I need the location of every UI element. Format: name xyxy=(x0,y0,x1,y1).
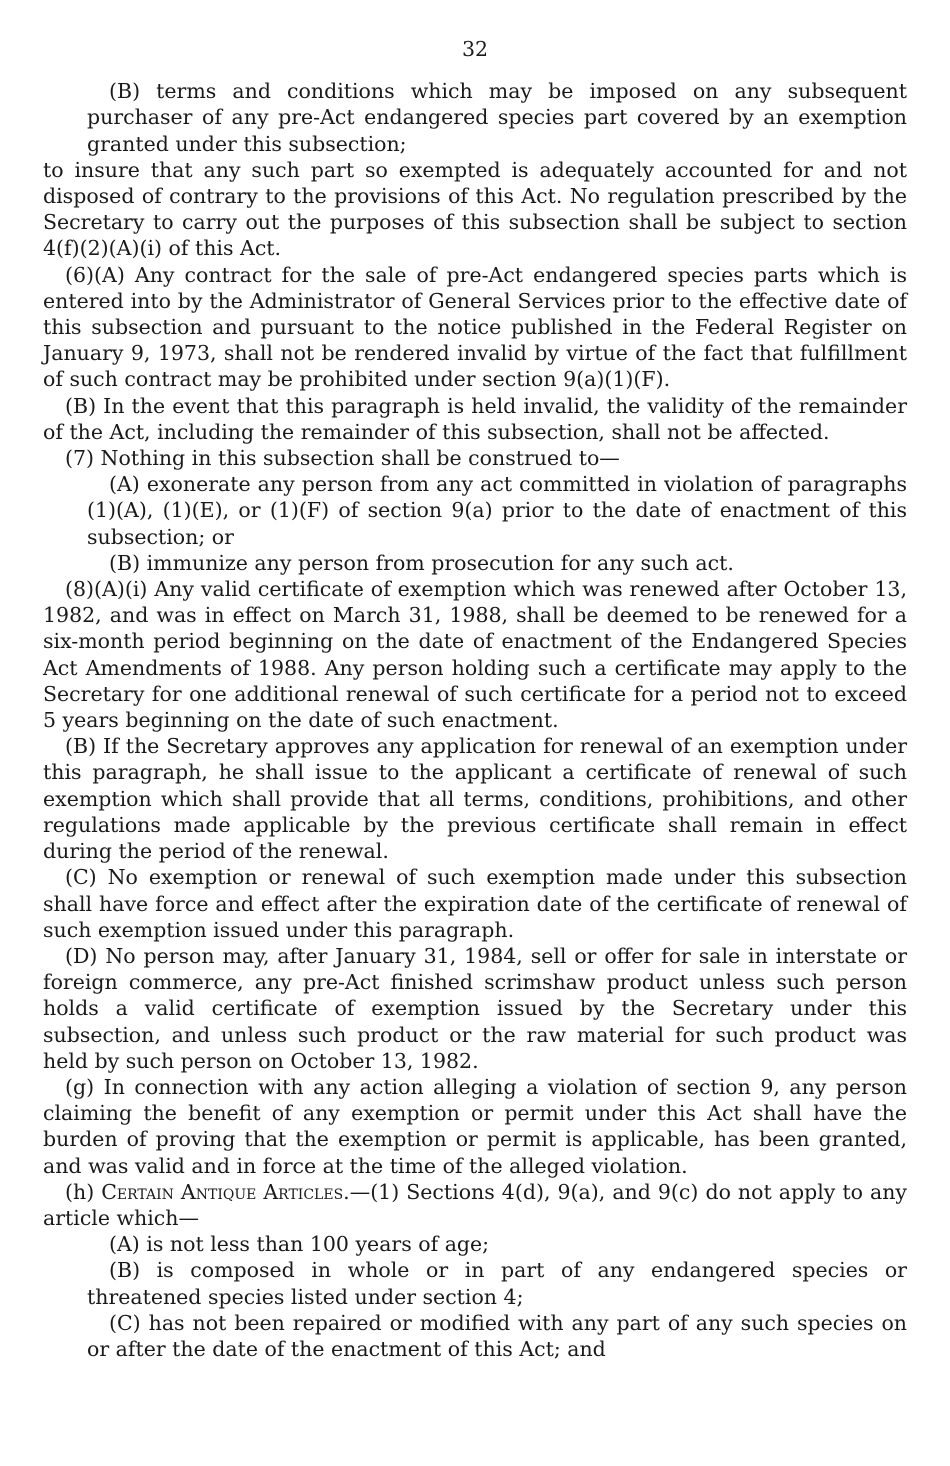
paragraph-h xyxy=(43,1179,907,1231)
paragraph-7b: (B) immunize any person from prosecution for any such act. xyxy=(109,550,734,575)
paragraph-8b: (B) If the Secretary approves any application for renewal of an exemption under this paragraph, he shall issue to the applicant a certificate of renewal of such exemption which shall provide that all terms, conditions, prohibitions, and other regulations made applicable by the previous certificate shall remain in effect during the period of the renewal. xyxy=(43,734,907,864)
paragraph-7a: (A) exonerate any person from any act committed in violation of paragraphs (1)(A), (1)(E), or (1)(F) of section 9(a) prior to the date of enactment of this subsection; or xyxy=(87,472,907,549)
paragraph-6a: (6)(A) Any contract for the sale of pre-Act endangered species parts which is entered into by the Administrator of General Services prior to the effective date of this subsection and pursuant to the notice published in the Federal Register on January 9, 1973, shall not be rendered invalid by virtue of the fact that fulfillment of such contract may be prohibited under section 9(a)(1)(F). xyxy=(43,262,907,392)
paragraph-8ai: (8)(A)(i) Any valid certificate of exemption which was renewed after October 13, 1982, and was in effect on March 31, 1988, shall be deemed to be renewed for a six-month period beginning on the date of enactment of the Endangered Species Act Amendments of 1988. Any person holding such a certificate may apply to the Secretary for one additional renewal of such certificate for a period not to exceed 5 years beginning on the date of such enactment. xyxy=(43,577,907,733)
paragraph-7: (7) Nothing in this subsection shall be construed to— xyxy=(65,446,620,471)
section-h-rest: .—(1) Sections 4(d), 9(a), and 9(c) do not apply to any article which— xyxy=(43,1179,907,1230)
paragraph-h-a: (A) is not less than 100 years of age; xyxy=(109,1232,490,1257)
paragraph-to-insure: to insure that any such part so exempted is adequately accounted for and not disposed of contrary to the provisions of this Act. No regulation prescribed by the Secretary to carry out the purposes of this subsection shall be subject to section 4(f)(2)(A)(i) of this Act. xyxy=(43,157,907,261)
paragraph-8d: (D) No person may, after January 31, 1984, sell or offer for sale in interstate or foreign commerce, any pre-Act finished scrimshaw product unless such person holds a valid certificate of exemption issued by the Secretary under this subsection, and unless such product or the raw material for such product was held by such person on October 13, 1982. xyxy=(43,943,907,1073)
paragraph-8c: (C) No exemption or renewal of such exemption made under this subsection shall have force and effect after the expiration date of the certificate of renewal of such exemption issued under this paragraph. xyxy=(43,865,907,942)
paragraph-h-c: (C) has not been repaired or modified with any part of any such species on or after the date of the enactment of this Act; and xyxy=(87,1310,907,1361)
paragraph-b-terms: (B) terms and conditions which may be imposed on any subsequent purchaser of any pre-Act endangered species part covered by an exemption granted under this subsection; xyxy=(87,79,907,156)
section-h-heading: Certain Antique Articles xyxy=(101,1179,344,1204)
document-page xyxy=(43,36,907,1362)
page-number: 32 xyxy=(461,37,489,61)
section-h-lead: (h) xyxy=(65,1179,102,1204)
paragraph-h-b: (B) is composed in whole or in part of any endangered species or threatened species listed under section 4; xyxy=(87,1258,907,1309)
paragraph-6b: (B) In the event that this paragraph is held invalid, the validity of the remainder of the Act, including the remainder of this subsection, shall not be affected. xyxy=(43,393,907,444)
paragraph-g: (g) In connection with any action alleging a violation of section 9, any person claiming the benefit of any exemption or permit under this Act shall have the burden of proving that the exemption or permit is applicable, has been granted, and was valid and in force at the time of the alleged violation. xyxy=(43,1074,907,1178)
